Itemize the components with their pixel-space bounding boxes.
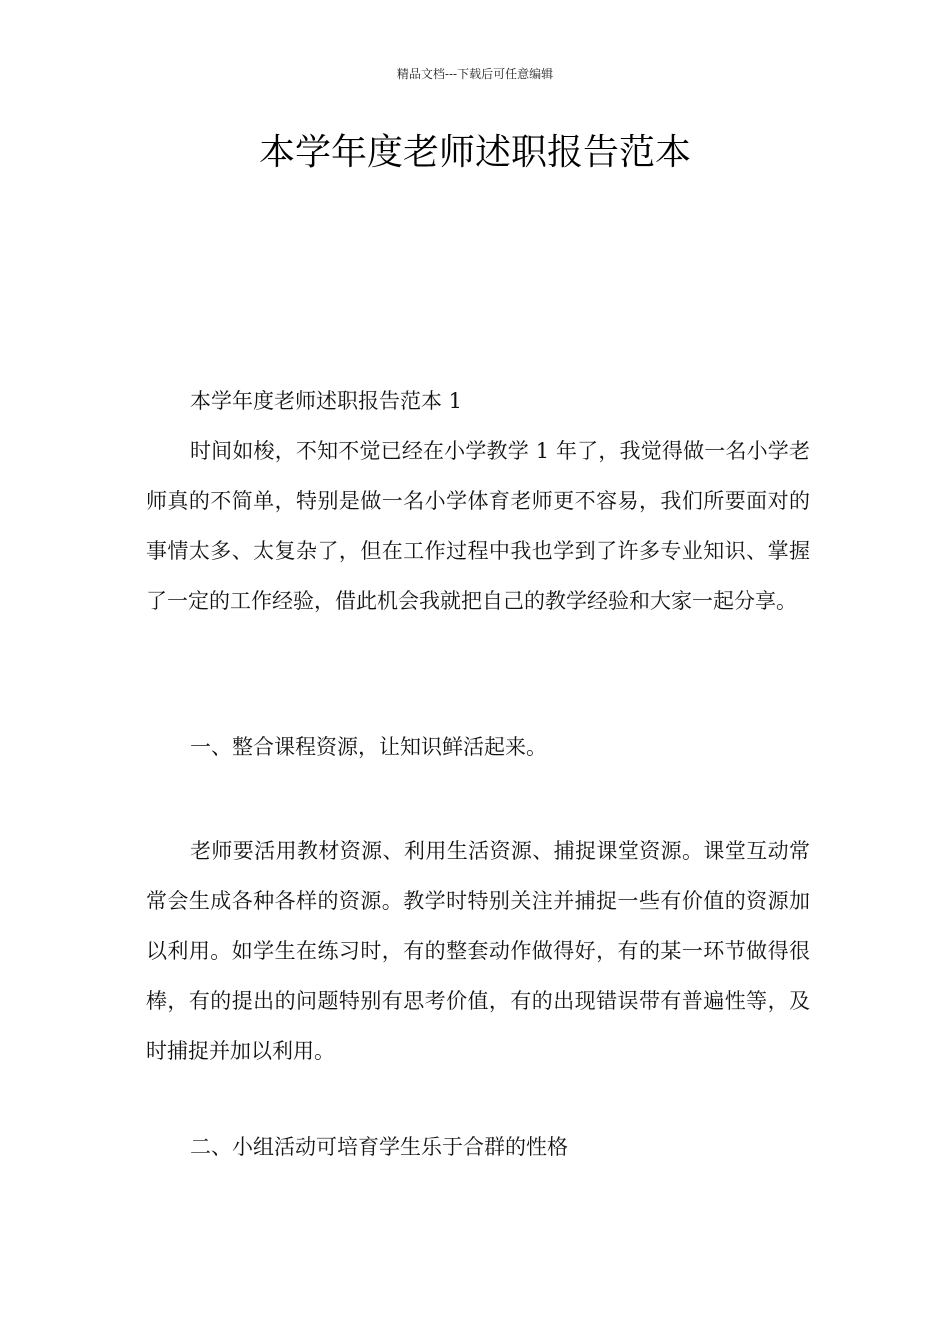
paragraph-intro: 时间如梭，不知不觉已经在小学教学 1 年了，我觉得做一名小学老师真的不简单，特别是做一名小学体育老师更不容易，我们所要面对的事情太多、太复杂了，但在工作过程中我也学到了许多专业知识、掌握了一定的工作经验，借此机会我就把自己的教学经验和大家一起分享。	[146, 439, 810, 613]
section-heading-1: 一、整合课程资源，让知识鲜活起来。	[190, 735, 547, 759]
section-heading-2: 二、小组活动可培育学生乐于合群的性格	[190, 1135, 568, 1159]
document-title: 本学年度老师述职报告范本	[258, 132, 691, 173]
page-header: 精品文档---下载后可任意编辑	[396, 67, 554, 81]
section-subtitle: 本学年度老师述职报告范本 1	[190, 389, 463, 413]
paragraph-resources: 老师要活用教材资源、利用生活资源、捕捉课堂资源。课堂互动常常会生成各种各样的资源。教学时特别关注并捕捉一些有价值的资源加以利用。如学生在练习时，有的整套动作做得好，有的某一环节做得很棒，有的提出的问题特别有思考价值，有的出现错误带有普遍性等，及时捕捉并加以利用。	[146, 839, 810, 1063]
